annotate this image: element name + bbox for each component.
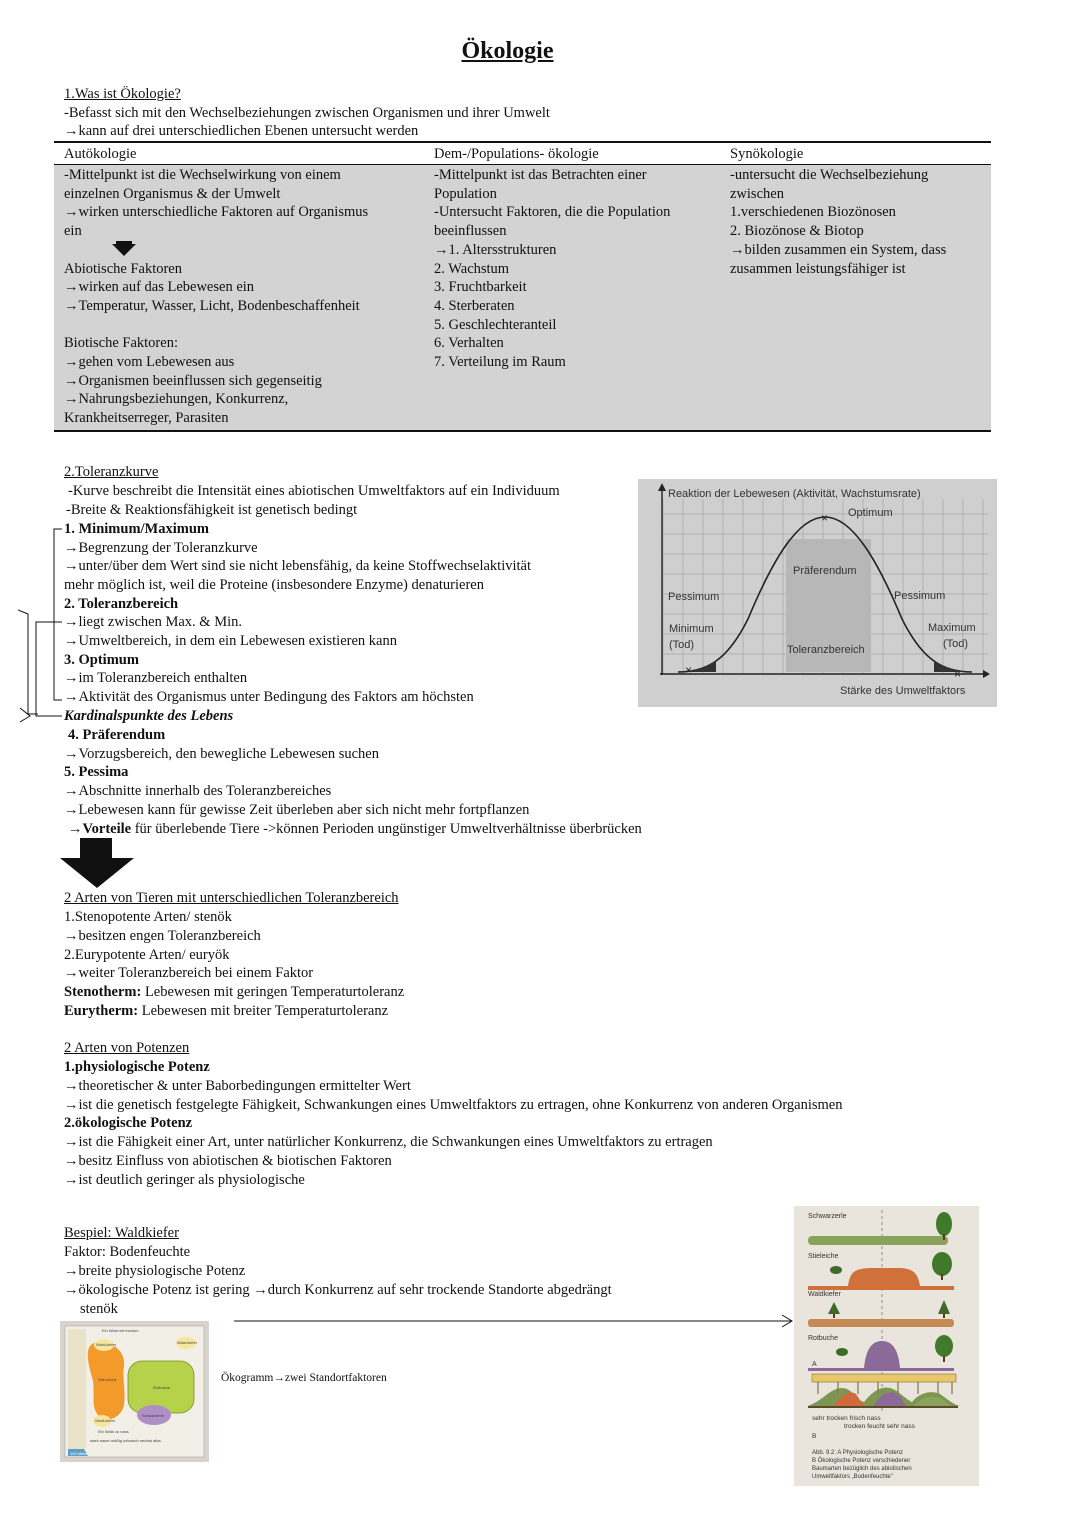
section4-line: →besitz Einfluss von abiotischen & biotischen Faktoren [64, 1153, 392, 1169]
arrow-text: → [68, 821, 83, 837]
oekogramm-svg [60, 1321, 209, 1462]
section3-line: →weiter Toleranzbereich bei einem Faktor [64, 965, 314, 981]
oekogramm-caption: Ökogramm→zwei Standortfaktoren [221, 1372, 387, 1384]
oek-blob-tr-label: Wald-kiefer [177, 1340, 198, 1345]
section2-line: -Kurve beschreibt die Intensität eines abiotischen Umweltfaktors auf ein Individuum [68, 483, 560, 499]
species-label-stieleiche: Stieleiche [808, 1253, 839, 1260]
maximum-label: Maximum [928, 622, 976, 634]
oek-corner-label: 100 Meter [70, 1451, 89, 1456]
section1-line: →kann auf drei unterschiedlichen Ebenen untersucht werden [64, 123, 419, 139]
leaf-icon [830, 1266, 842, 1274]
label-b: B [812, 1433, 817, 1440]
section4-line: →ist die genetisch festgelegte Fähigkeit, Schwankungen eines Umweltfaktors zu ertragen, ohne Konkurrenz von anderen Organismen [64, 1097, 843, 1113]
cell-line: 3. Fruchtbarkeit [434, 279, 527, 296]
oek-bottom-label: Ein Wald zu nass [98, 1429, 129, 1434]
pessimum-right-label: Pessimum [894, 590, 946, 602]
cell-line: zusammen leistungsfähiger ist [730, 260, 906, 277]
maximum-sub-label: (Tod) [943, 638, 969, 650]
section3-heading: 2 Arten von Tieren mit unterschiedlichen Toleranzbereich [64, 890, 399, 906]
section5-line: →breite physiologische Potenz [64, 1263, 246, 1279]
cell-line: -Mittelpunkt ist die Wechselwirkung von einem [64, 167, 341, 183]
oek-blob-small-label: Schwarzerle [142, 1413, 165, 1418]
cell-line: 6. Verhalten [434, 335, 504, 352]
cell-line: →Organismen beeinflussen sich gegenseitig [64, 372, 322, 389]
cell-line: -Untersucht Faktoren, die die Population [434, 204, 671, 221]
section2-line: →Lebewesen kann für gewisse Zeit überleben aber sich nicht mehr fortpflanzen [64, 802, 530, 818]
table-cell-autoekologie [64, 166, 368, 428]
section3-line: 1.Stenopotente Arten/ stenök [64, 909, 232, 925]
section4-line: →ist deutlich geringer als physiologische [64, 1172, 305, 1188]
table-cell-synoekologie [730, 166, 946, 278]
section3-line: 2.Eurypotente Arten/ euryök [64, 947, 230, 963]
cell-line: →wirken unterschiedliche Faktoren auf Organismus [64, 204, 369, 221]
cell-line: 7. Verteilung im Raum [434, 354, 566, 371]
b-baseline [808, 1406, 958, 1408]
cell-line: Abiotische Faktoren [64, 260, 182, 277]
eurytherm-term: Eurytherm: [64, 1003, 139, 1019]
cell-line: 2. Biozönose & Biotop [730, 223, 864, 240]
maximum-marker: × [954, 667, 962, 681]
section2-line: →Umweltbereich, in dem ein Lebewesen existieren kann [64, 633, 397, 649]
section2-line: →Abschnitte innerhalb des Toleranzbereiches [64, 783, 332, 799]
cell-line: →Temperatur, Wasser, Licht, Bodenbeschaffenheit [64, 297, 360, 314]
cell-line: 4. Sterberaten [434, 297, 515, 314]
optimum-heading: 3. Optimum [64, 652, 139, 668]
caption-line: B Ökologische Potenz verschiedener [812, 1458, 911, 1464]
optimum-label: Optimum [848, 507, 893, 519]
table-header-synoekologie: Synökologie [730, 146, 804, 162]
long-right-arrow-icon [234, 1313, 800, 1329]
moisture-axis [68, 1329, 86, 1449]
bracket-annotation [18, 520, 64, 730]
table-cell-demoekologie [434, 166, 670, 372]
praeferendum-label: Präferendum [793, 565, 857, 577]
potenz-figure [794, 1206, 979, 1486]
section3-line: →besitzen engen Toleranzbereich [64, 928, 261, 944]
y-axis-label: Reaktion der Lebewesen (Aktivität, Wachstumsrate) [668, 488, 921, 500]
table-header-demoekologie: Dem-/Populations- ökologie [434, 146, 599, 162]
species-label-schwarzerle: Schwarzerle [808, 1213, 847, 1220]
oekogramm-figure [60, 1321, 209, 1462]
oek-blob-tl-label: Wald-kiefer [96, 1342, 117, 1347]
species-label-waldkiefer: Waldkiefer [808, 1291, 841, 1298]
oekologische-potenz-heading: 2.ökologische Potenz [64, 1115, 193, 1131]
minimum-sub-label: (Tod) [669, 639, 695, 651]
cell-line: →1. Altersstrukturen [434, 241, 557, 258]
cell-line: →Nahrungsbeziehungen, Konkurrenz, [64, 391, 289, 408]
pessima-heading: 5. Pessima [64, 764, 129, 780]
section2-line: →Vorzugsbereich, den bewegliche Lebewesen suchen [64, 746, 379, 762]
section5-line: →ökologische Potenz ist gering →durch Konkurrenz auf sehr trockende Standorte abgedrängt [64, 1282, 612, 1298]
optimum-marker: × [821, 511, 829, 525]
oek-top-label: Ein Wald mit trocken [102, 1328, 139, 1333]
physiologische-potenz-heading: 1.physiologische Potenz [64, 1059, 210, 1075]
leaf-icon [836, 1348, 848, 1356]
oek-blob-bl-label: Wald-kiefer [95, 1418, 116, 1423]
table-body-row [54, 165, 991, 430]
baseline-rotbuche [808, 1368, 954, 1371]
section2-line: -Breite & Reaktionsfähigkeit ist genetisch bedingt [66, 502, 358, 518]
minimum-maximum-heading: 1. Minimum/Maximum [64, 521, 209, 537]
section5-line: Faktor: Bodenfeuchte [64, 1244, 191, 1260]
cell-line: →gehen vom Lebewesen aus [64, 354, 235, 370]
bar-schwarzerle [808, 1236, 948, 1245]
pessimum-left-label: Pessimum [668, 591, 720, 603]
table-header-row [54, 143, 991, 165]
eurytherm-def: Lebewesen mit breiter Temperaturtoleranz [138, 1003, 389, 1019]
section2-line: →Aktivität des Organismus unter Bedingung des Faktors am höchsten [64, 689, 474, 705]
cell-line: 1.verschiedenen Biozönosen [730, 204, 896, 221]
section1-line: -Befasst sich mit den Wechselbeziehungen zwischen Organismen und ihrer Umwelt [64, 105, 550, 121]
eco-scale-bar [812, 1374, 956, 1382]
section2-heading: 2.Toleranzkurve [64, 464, 159, 480]
minimum-marker: × [685, 663, 693, 677]
section1-heading: 1.Was ist Ökologie? [64, 86, 181, 102]
cell-spacer [64, 316, 368, 335]
cell-line: beeinflussen [434, 223, 507, 240]
page-title: Ökologie [461, 38, 554, 64]
label-a: A [812, 1361, 817, 1368]
cell-line: →bilden zusammen ein System, dass [730, 241, 947, 258]
eurytherm-line [64, 1002, 388, 1021]
cell-line: Biotische Faktoren: [64, 335, 178, 352]
tolerance-curve-figure [638, 479, 997, 707]
ecology-levels-table [54, 141, 991, 432]
cell-line: →wirken auf das Lebewesen ein [64, 279, 255, 296]
section2-line: mehr möglich ist, weil die Proteine (insbesondere Enzyme) denaturieren [64, 577, 484, 593]
caption-line: Umweltfaktors „Bodenfeuchte" [812, 1474, 893, 1480]
section5-line: stenök [80, 1301, 118, 1317]
axis-top-label: sehr trocken frisch nass [812, 1415, 881, 1422]
oek-bottom-axis: stark sauer mäßig schwach neutral alka- [90, 1438, 162, 1443]
big-down-arrow-icon [58, 838, 136, 890]
section4-heading: 2 Arten von Potenzen [64, 1040, 190, 1056]
stenotherm-term: Stenotherm: [64, 984, 142, 1000]
axis-bottom-label: trocken feucht sehr nass [844, 1423, 915, 1430]
cell-line: ein [64, 223, 82, 240]
minimum-label: Minimum [669, 623, 714, 635]
tolerance-curve-svg [638, 479, 997, 707]
species-label-rotbuche: Rotbuche [808, 1335, 838, 1342]
down-arrow-icon [64, 241, 368, 260]
cell-line: -untersucht die Wechselbeziehung [730, 167, 929, 183]
kardinalspunkte-label: Kardinalspunkte des Lebens [64, 708, 234, 724]
cell-line: Population [434, 185, 497, 202]
cell-line: einzelnen Organismus & der Umwelt [64, 185, 281, 202]
oek-blob-left-label: Stiel-eiche [98, 1377, 117, 1382]
cell-line: 2. Wachstum [434, 260, 510, 277]
section2-line: →Begrenzung der Toleranzkurve [64, 540, 258, 556]
cell-line: zwischen [730, 185, 784, 202]
toleranzbereich-label: Toleranzbereich [787, 644, 865, 656]
cell-line: Krankheitserreger, Parasiten [64, 410, 229, 427]
section2-line: →liegt zwischen Max. & Min. [64, 614, 243, 630]
bar-waldkiefer [808, 1319, 954, 1327]
vorteile-bold: Vorteile [82, 821, 132, 837]
vorteile-line [68, 820, 642, 839]
x-axis-label: Stärke des Umweltfaktors [840, 685, 966, 697]
stenotherm-def: Lebewesen mit geringen Temperaturtoleranz [141, 984, 405, 1000]
cell-line: -Mittelpunkt ist das Betrachten einer [434, 167, 647, 183]
caption-line: Baumarten bezüglich des abiotischen [812, 1466, 912, 1472]
oek-blob-center-label: Rotbuche [153, 1385, 171, 1390]
toleranzbereich-heading: 2. Toleranzbereich [64, 596, 179, 612]
section4-line: →theoretischer & unter Baborbedingungen ermittelter Wert [64, 1078, 411, 1094]
stenotherm-line [64, 983, 404, 1002]
section4-line: →ist die Fähigkeit einer Art, unter natürlicher Konkurrenz, die Schwankungen eines Umweltfaktors zu ertragen [64, 1134, 713, 1150]
table-header-autoekologie: Autökologie [64, 146, 137, 162]
section2-line: →unter/über dem Wert sind sie nicht lebensfähig, da keine Stoffwechselaktivität [64, 558, 532, 574]
potenz-svg [794, 1206, 979, 1486]
cell-line: 5. Geschlechteranteil [434, 316, 557, 333]
section5-heading: Bespiel: Waldkiefer [64, 1225, 179, 1241]
vorteile-rest: für überlebende Tiere ->können Perioden ungünstiger Umweltverhältnisse überbrücken [131, 821, 642, 837]
section2-line: →im Toleranzbereich enthalten [64, 670, 248, 686]
caption-line: Abb. 9.2: A Physiologische Potenz [812, 1450, 904, 1456]
praeferendum-heading: 4. Präferendum [68, 727, 166, 743]
